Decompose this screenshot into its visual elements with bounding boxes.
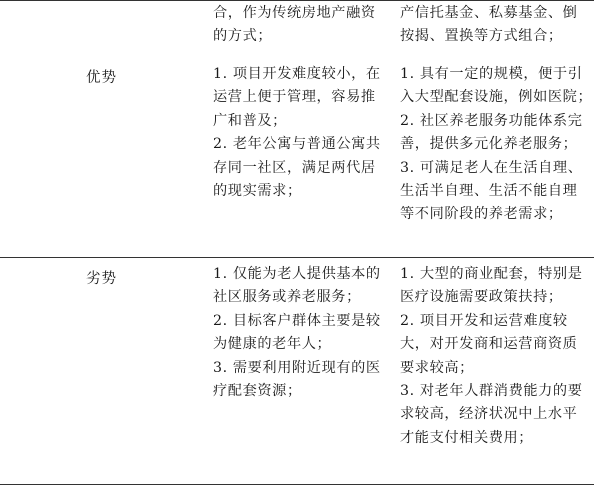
text-line: 3. 可满足老人在生活自理、 bbox=[400, 159, 583, 176]
text-line: 1. 具有一定的规模，便于引 bbox=[400, 66, 583, 82]
text-line: 2. 老年公寓与普通公寓共 bbox=[213, 136, 381, 153]
text-line: 存同一社区，满足两代居 bbox=[213, 159, 376, 176]
text-line: 疗配套资源； bbox=[213, 383, 302, 400]
text-line: 才能支付相关费用； bbox=[400, 429, 534, 446]
text-line: 社区服务或养老服务； bbox=[213, 289, 361, 306]
text-line: 3. 需要利用附近现有的医 bbox=[213, 359, 381, 376]
text-line: 的现实需求； bbox=[213, 183, 302, 200]
text-line: 入大型配套设施，例如医院； bbox=[400, 89, 593, 106]
table-top-rule bbox=[0, 0, 594, 1]
text-line: 大，对开发商和运营商资质 bbox=[400, 336, 578, 353]
text-line: 1. 仅能为老人提供基本的 bbox=[213, 266, 381, 282]
row-label-advantages: 优势 bbox=[86, 70, 117, 86]
text-line: 2. 目标客户群体主要是较 bbox=[213, 312, 381, 329]
text-line: 求较高，经济状况中上水平 bbox=[400, 406, 578, 423]
text-line: 生活半自理、生活不能自理 bbox=[400, 183, 578, 200]
text-line: 等不同阶段的养老需求； bbox=[400, 206, 563, 223]
row-divider bbox=[0, 257, 594, 258]
table-bottom-rule bbox=[0, 484, 594, 485]
text-line: 医疗设施需要政策扶持； bbox=[400, 289, 563, 306]
text-line: 产信托基金、私募基金、倒 bbox=[400, 5, 578, 21]
advantages-col2 bbox=[400, 63, 592, 227]
text-line: 善，提供多元化养老服务； bbox=[400, 136, 578, 153]
row-label-disadvantages: 劣势 bbox=[86, 271, 117, 287]
text-line: 广和普及； bbox=[213, 112, 287, 129]
disadvantages-col1 bbox=[213, 263, 381, 403]
text-line: 2. 社区养老服务功能体系完 bbox=[400, 112, 583, 129]
text-line: 要求较高； bbox=[400, 359, 474, 376]
row-continuation-col1 bbox=[213, 2, 376, 49]
text-line: 3. 对老年人群消费能力的要 bbox=[400, 383, 583, 400]
text-line: 运营上便于管理，容易推 bbox=[213, 89, 376, 106]
text-line: 2. 项目开发和运营难度较 bbox=[400, 312, 568, 329]
text-line: 1. 大型的商业配套，特别是 bbox=[400, 266, 583, 282]
text-line: 为健康的老年人； bbox=[213, 336, 332, 353]
text-line: 按揭、置换等方式组合； bbox=[400, 28, 563, 45]
text-line: 合，作为传统房地产融资 bbox=[213, 5, 376, 21]
disadvantages-col2 bbox=[400, 263, 583, 450]
row-continuation-col2 bbox=[400, 2, 577, 49]
text-line: 1. 项目开发难度较小，在 bbox=[213, 66, 381, 82]
text-line: 的方式； bbox=[213, 28, 273, 45]
advantages-col1 bbox=[213, 63, 381, 203]
